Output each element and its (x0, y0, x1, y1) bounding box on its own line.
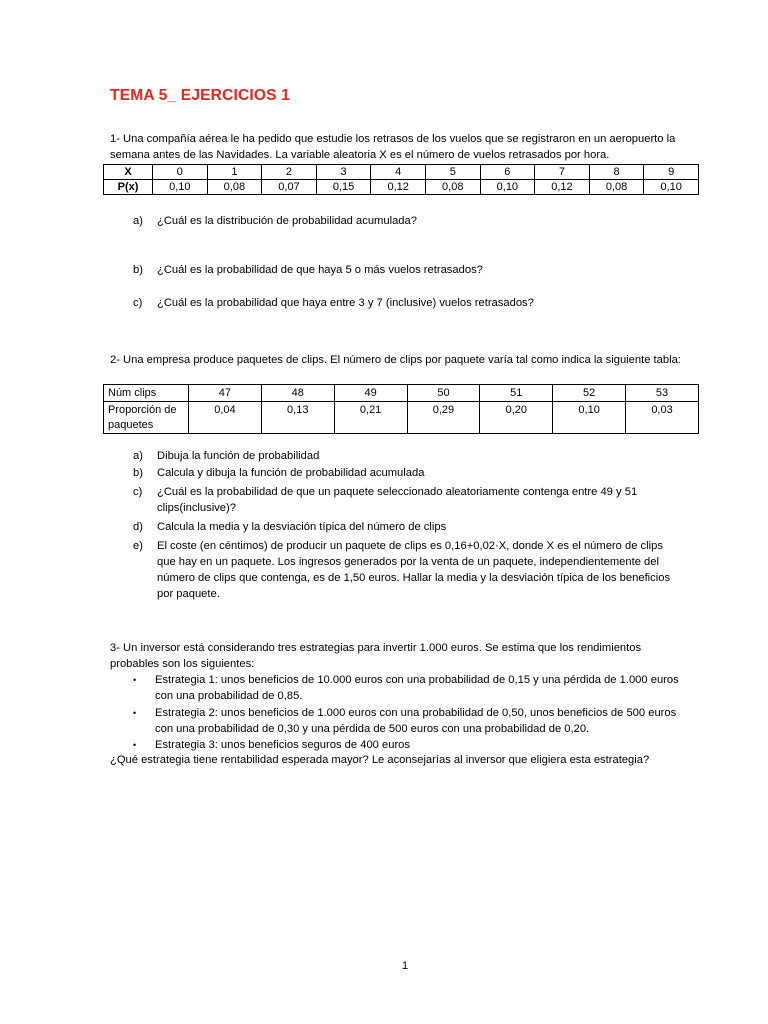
table-cell: 5 (425, 165, 480, 180)
bullet-icon: • (133, 740, 137, 750)
exercise-1-question-b (133, 262, 693, 278)
table-cell: 0,12 (371, 180, 426, 195)
exercise-3-intro: 3- Un inversor está considerando tres estrategias para invertir 1.000 euros. Se estima que los rendimientos probables son los siguientes: (110, 642, 642, 670)
table-cell: 2 (262, 165, 317, 180)
table-header-proporcion: Proporción de paquetes (104, 402, 189, 434)
strategy-item (133, 672, 693, 704)
question-marker: a) (133, 450, 143, 462)
table-cell: 6 (480, 165, 535, 180)
strategy-text: Estrategia 3: unos beneficios seguros de 400 euros (155, 739, 410, 751)
question-text: Calcula la media y la desviación típica del número de clips (157, 521, 447, 533)
table-header-num-clips: Núm clips (104, 385, 189, 402)
table-cell: 0,08 (207, 180, 262, 195)
table-cell: 9 (644, 165, 699, 180)
question-text: Dibuja la función de probabilidad (157, 450, 320, 462)
table-cell: 48 (261, 385, 334, 402)
table-cell: 8 (589, 165, 644, 180)
table-cell: 0,07 (262, 180, 317, 195)
table-cell: 3 (316, 165, 371, 180)
question-text: ¿Cuál es la distribución de probabilidad acumulada? (157, 215, 417, 227)
question-marker: c) (133, 486, 143, 498)
question-text: ¿Cuál es la probabilidad de que haya 5 o más vuelos retrasados? (157, 264, 483, 276)
table-row (104, 402, 699, 434)
exercise-2-question-a (133, 448, 693, 464)
strategy-text: Estrategia 2: unos beneficios de 1.000 euros con una probabilidad de 0,50, unos beneficios de 500 euros con una probabilidad de 0,30 y una pérdida de 500 euros con una probabilidad de 0,20. (155, 707, 677, 735)
table-row (104, 165, 699, 180)
table-cell: 0,04 (189, 402, 262, 434)
exercise-2-question-e (133, 538, 693, 602)
exercise-1-question-a (133, 213, 693, 229)
question-marker: e) (133, 540, 143, 552)
exercise-2-intro: 2- Una empresa produce paquetes de clips. El número de clips por paquete varía tal como indica la siguiente tabla: (110, 354, 681, 366)
table-cell: 0 (153, 165, 208, 180)
question-text: ¿Cuál es la probabilidad de que un paquete seleccionado aleatoriamente contenga entre 49 y 51 clips(inclusive)? (157, 486, 638, 514)
exercise-2-question-d (133, 519, 693, 535)
table-cell: 0,10 (644, 180, 699, 195)
table-cell: 51 (480, 385, 553, 402)
strategy-text: Estrategia 1: unos beneficios de 10.000 euros con una probabilidad de 0,15 y una pérdida de 1.000 euros con una probabilidad de 0,85. (155, 674, 679, 702)
table-row (104, 180, 699, 195)
table-cell: 52 (553, 385, 626, 402)
table-cell: 0,29 (407, 402, 480, 434)
table-cell: 0,08 (589, 180, 644, 195)
table-header-x: X (104, 165, 153, 180)
table-cell: 0,13 (261, 402, 334, 434)
exercise-1-question-c (133, 295, 693, 311)
question-marker: c) (133, 297, 143, 309)
page-number: 1 (402, 960, 409, 972)
table-cell: 0,15 (316, 180, 371, 195)
table-row (104, 385, 699, 402)
table-cell: 47 (189, 385, 262, 402)
question-marker: b) (133, 467, 143, 479)
question-marker: b) (133, 264, 143, 276)
table-cell: 0,03 (626, 402, 699, 434)
question-marker: d) (133, 521, 143, 533)
table-cell: 0,20 (480, 402, 553, 434)
table-cell: 0,10 (480, 180, 535, 195)
exercise-1-intro: 1- Una compañía aérea le ha pedido que estudie los retrasos de los vuelos que se registraron en un aeropuerto la semana antes de las Navidades. La variable aleatoria X es el número de vuelos retrasados por hora. (110, 133, 676, 161)
strategy-item (133, 705, 693, 737)
question-marker: a) (133, 215, 143, 227)
exercise-2-question-b (133, 465, 693, 481)
strategy-item (133, 737, 693, 753)
table-cell: 0,12 (535, 180, 590, 195)
table-cell: 1 (207, 165, 262, 180)
bullet-icon: • (133, 708, 137, 718)
table-cell: 7 (535, 165, 590, 180)
question-text: El coste (en céntimos) de producir un paquete de clips es 0,16+0,02·X, donde X es el número de clips que hay en un paquete. Los ingresos generados por la venta de un paquete, independientemente del número de clips que contenga, es de 1,50 euros. Hallar la media y la desviación típica de los beneficios por paquete. (157, 540, 671, 600)
table-cell: 49 (334, 385, 407, 402)
table-cell: 50 (407, 385, 480, 402)
table-cell: 0,08 (425, 180, 480, 195)
question-text: Calcula y dibuja la función de probabilidad acumulada (157, 467, 425, 479)
exercise-2-question-c (133, 484, 693, 516)
page-title: TEMA 5_ EJERCICIOS 1 (110, 87, 291, 104)
exercise-3-closing-question: ¿Qué estrategia tiene rentabilidad esperada mayor? Le aconsejarías al inversor que eligiera esta estrategia? (110, 754, 650, 766)
table-cell: 0,10 (553, 402, 626, 434)
exercise-2-table (103, 384, 699, 434)
exercise-1-table (103, 164, 699, 195)
bullet-icon: • (133, 675, 137, 685)
table-header-px: P(x) (104, 180, 153, 195)
table-cell: 0,10 (153, 180, 208, 195)
question-text: ¿Cuál es la probabilidad que haya entre 3 y 7 (inclusive) vuelos retrasados? (157, 297, 534, 309)
table-cell: 53 (626, 385, 699, 402)
table-cell: 0,21 (334, 402, 407, 434)
table-cell: 4 (371, 165, 426, 180)
